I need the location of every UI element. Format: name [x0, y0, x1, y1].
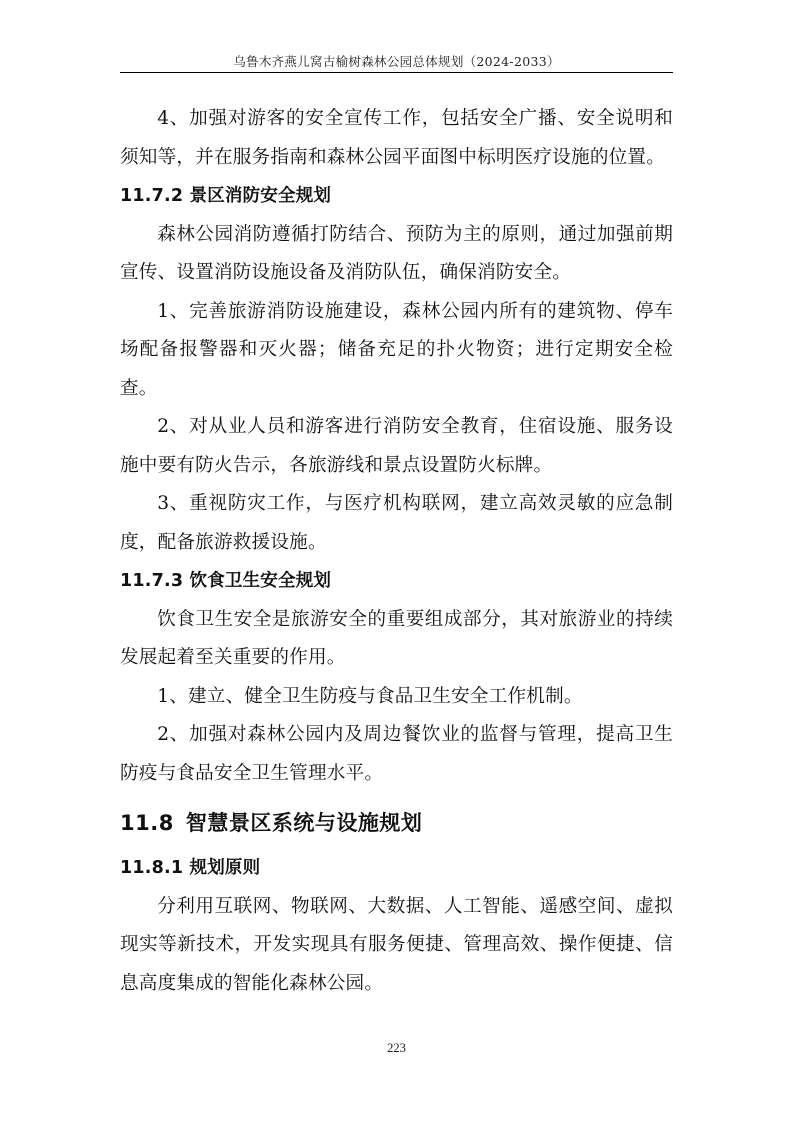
section-heading-planning-principles: 11.8.1 规划原则: [120, 858, 261, 878]
paragraph-food-intro: 饮食卫生安全是旅游安全的重要组成部分，其对旅游业的持续发展起着至关重要的作用。: [120, 608, 673, 668]
section-heading-fire-safety: 11.7.2 景区消防安全规划: [120, 186, 332, 206]
paragraph-food-item-2: 2、加强对森林公园内及周边餐饮业的监督与管理，提高卫生防疫与食品安全卫生管理水平。: [120, 724, 673, 784]
running-header: 乌鲁木齐燕儿窝古榆树森林公园总体规划（2024-2033）: [233, 54, 560, 69]
paragraph-fire-item-2: 2、对从业人员和游客进行消防安全教育，住宿设施、服务设施中要有防火告示，各旅游线和景点设置防火标牌。: [120, 416, 673, 476]
section-heading-food-safety: 11.7.3 饮食卫生安全规划: [120, 571, 332, 591]
paragraph-fire-principle: 森林公园消防遵循打防结合、预防为主的原则，通过加强前期宣传、设置消防设施设备及消防队伍，确保消防安全。: [120, 223, 673, 283]
paragraph-fire-item-3: 3、重视防灾工作，与医疗机构联网，建立高效灵敏的应急制度，配备旅游救援设施。: [120, 493, 673, 553]
paragraph-safety-publicity: 4、加强对游客的安全宣传工作，包括安全广播、安全说明和须知等，并在服务指南和森林公园平面图中标明医疗设施的位置。: [120, 108, 673, 168]
chapter-heading-text: 智慧景区系统与设施规划: [185, 811, 423, 835]
paragraph-fire-item-1: 1、完善旅游消防设施建设，森林公园内所有的建筑物、停车场配备报警器和灭火器；储备充足的扑火物资；进行定期安全检查。: [120, 300, 673, 399]
chapter-heading-smart-scenic: [120, 803, 673, 843]
page-number: 223: [387, 1041, 406, 1055]
header-divider: [120, 72, 673, 73]
chapter-heading-number: 11.8: [120, 811, 174, 835]
document-body: [120, 100, 673, 1003]
paragraph-food-item-1: 1、建立、健全卫生防疫与食品卫生安全工作机制。: [157, 685, 583, 707]
paragraph-smart-principles: 分利用互联网、物联网、大数据、人工智能、遥感空间、虚拟现实等新技术，开发实现具有服务便捷、管理高效、操作便捷、信息高度集成的智能化森林公园。: [120, 895, 673, 994]
